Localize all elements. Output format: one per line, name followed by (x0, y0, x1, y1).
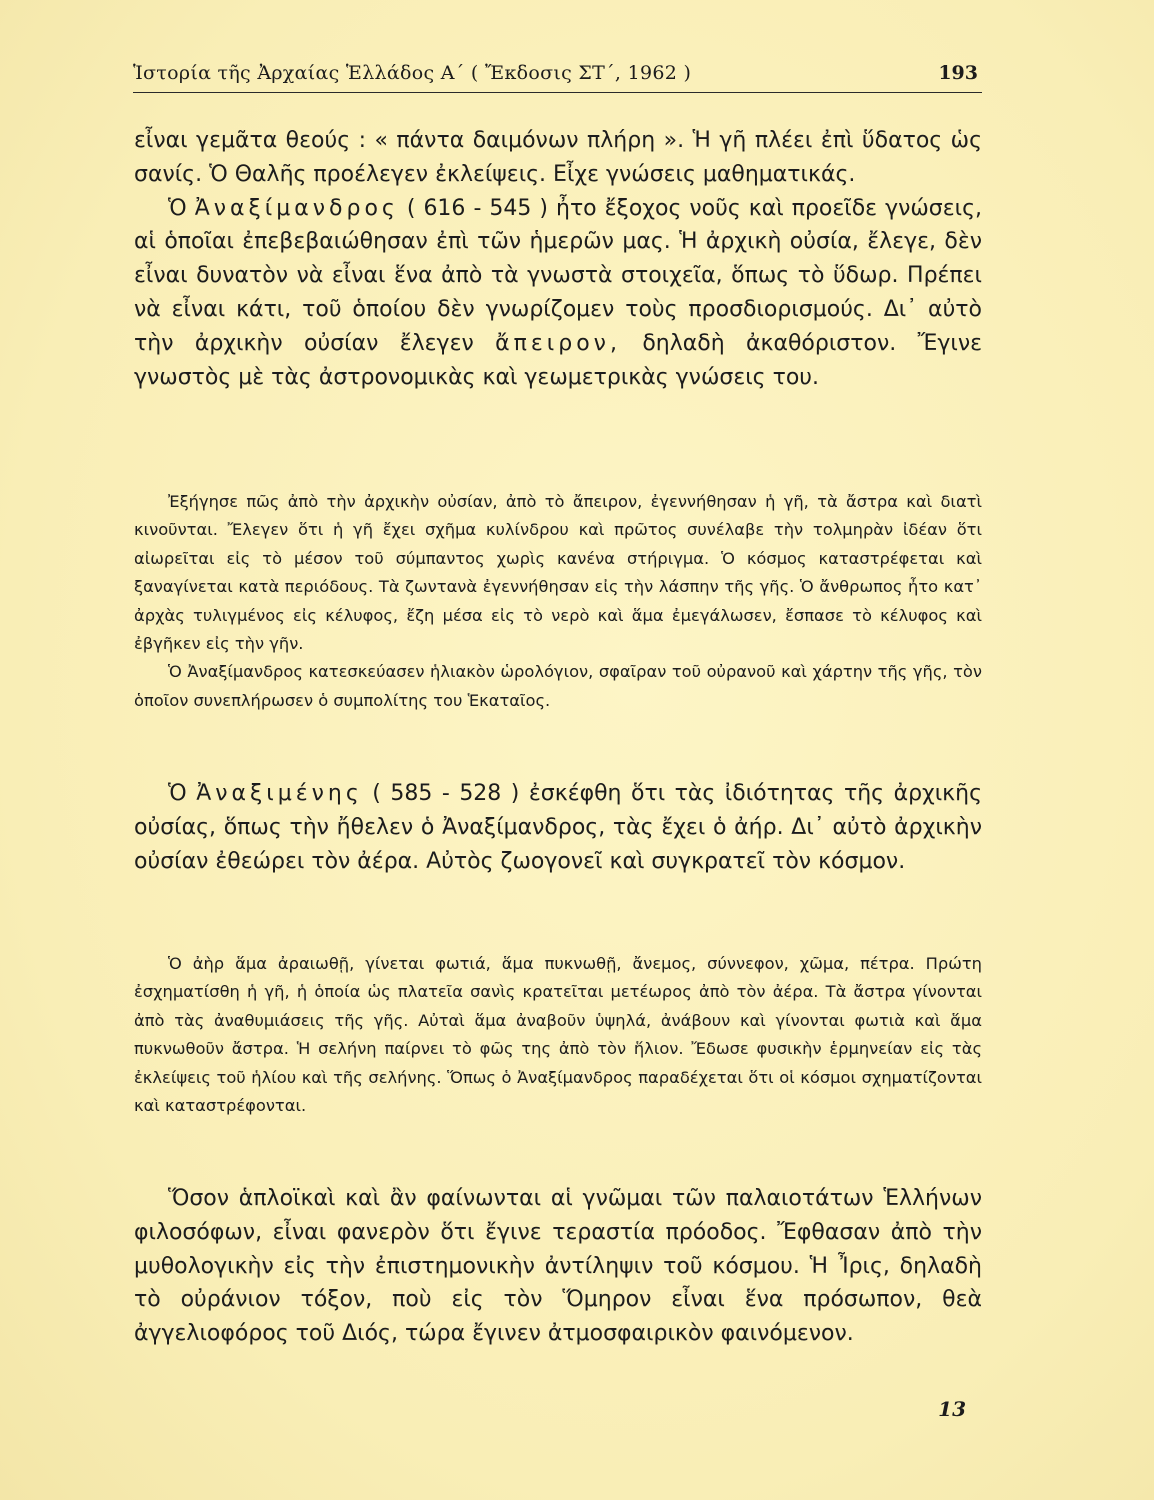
intro-continuation: εἶναι γεμᾶτα θεούς : « πάντα δαιμόνων πλήρη ». Ἡ γῆ πλέει ἐπὶ ὕδατος ὡς σανίς. Ὁ Θαλῆς προέλεγεν ἐκλείψεις. Εἶχε γνώσεις μαθηματικάς. (134, 128, 982, 187)
note-anaximander-p2: Ὁ Ἀναξίμανδρος κατεσκεύασεν ἡλιακὸν ὡρολόγιον, σφαῖραν τοῦ οὐρανοῦ καὶ χάρτην τῆς γῆς, τὸν ὁποῖον συνεπλήρωσεν ὁ συμπολίτης του Ἑκαταῖος. (134, 662, 982, 710)
anaximander-text: ( 616 - 545 ) ἦτο ἔξοχος νοῦς καὶ προεῖδε γνώσεις, αἱ ὁποῖαι ἐπεβεβαιώθησαν ἐπὶ τῶν ἡμερῶν μας. Ἡ ἀρχικὴ οὐσία, ἔλεγε, δὲν εἶναι δυνατὸν νὰ εἶναι ἕνα ἀπὸ τὰ γνωστὰ στοιχεῖα, ὅπως τὸ ὕδωρ. Πρέπει νὰ εἶναι κάτι, τοῦ ὁποίου δὲν γνωρίζομεν τοὺς προσδιορισμούς. Δι᾽ αὐτὸ τὴν ἀρχικὴν οὐσίαν ἔλεγεν (134, 195, 982, 356)
anaximander-paragraph (134, 192, 982, 395)
intro-section (134, 124, 982, 394)
anaximander-text-end: δηλαδὴ ἀκαθόριστον. Ἔγινε γνωστὸς μὲ τὰς ἀστρονομικὰς καὶ γεωμετρικὰς γνώσεις του. (134, 330, 983, 390)
anaximenes-paragraph (134, 777, 982, 878)
page-number: 193 (938, 62, 978, 84)
note-anaximenes (134, 950, 982, 1120)
note-anaximander (134, 488, 982, 715)
note-anaximander-p1: Ἐξήγησε πῶς ἀπὸ τὴν ἀρχικὴν οὐσίαν, ἀπὸ τὸ ἄπειρον, ἐγεννήθησαν ἡ γῆ, τὰ ἄστρα καὶ διατὶ κινοῦνται. Ἔλεγεν ὅτι ἡ γῆ ἔχει σχῆμα κυλίνδρου καὶ πρῶτος συνέλαβε τὴν τολμηρὰν ἰδέαν ὅτι αἰωρεῖται εἰς τὸ μέσον τοῦ σύμπαντος χωρὶς κανένα στήριγμα. Ὁ κόσμος καταστρέφεται καὶ ξαναγίνεται κατὰ περιόδους. Τὰ ζωντανὰ ἐγεννήθησαν εἰς τὴν λάσπην τῆς γῆς. Ὁ ἄνθρωπος ἦτο κατ᾽ ἀρχὰς τυλιγμένος εἰς κέλυφος, ἔζη μέσα εἰς τὸ νερὸ καὶ ἅμα ἐμεγάλωσεν, ἔσπασε τὸ κέλυφος καὶ ἐβγῆκεν εἰς τὴν γῆν. (134, 492, 982, 654)
anaximenes-section (134, 777, 982, 878)
note-anaximenes-p1: Ὁ ἀὴρ ἅμα ἀραιωθῇ, γίνεται φωτιά, ἅμα πυκνωθῇ, ἄνεμος, σύννεφον, χῶμα, πέτρα. Πρώτη ἐσχηματίσθη ἡ γῆ, ἡ ὁποία ὡς πλατεῖα σανὶς κρατεῖται μετέωρος ἀπὸ τὸν ἀέρα. Τὰ ἄστρα γίνονται ἀπὸ τὰς ἀναθυμιάσεις τῆς γῆς. Αὐταὶ ἅμα ἀναβοῦν ὑψηλά, ἀνάβουν καὶ γίνονται φωτιὰ καὶ ἅμα πυκνωθοῦν ἄστρα. Ἡ σελήνη παίρνει τὸ φῶς της ἀπὸ τὸν ἥλιον. Ἔδωσε φυσικὴν ἑρμηνείαν εἰς τὰς ἐκλείψεις τοῦ ἡλίου καὶ τῆς σελήνης. Ὅπως ὁ Ἀναξίμανδρος παραδέχεται ὅτι οἱ κόσμοι σχηματίζονται καὶ καταστρέφονται. (134, 954, 982, 1116)
conclusion-paragraph: Ὅσον ἁπλοϊκαὶ καὶ ἂν φαίνωνται αἱ γνῶμαι τῶν παλαιοτάτων Ἑλλήνων φιλοσόφων, εἶναι φανερὸν ὅτι ἔγινε τεραστία πρόοδος. Ἔφθασαν ἀπὸ τὴν μυθολογικὴν εἰς τὴν ἐπιστημονικὴν ἀντίληψιν τοῦ κόσμου. Ἡ Ἶρις, δηλαδὴ τὸ οὐράνιον τόξον, ποὺ εἰς τὸν Ὅμηρον εἶναι ἕνα πρόσωπον, θεὰ ἀγγελιοφόρος τοῦ Διός, τώρα ἔγινεν ἀτμοσφαιρικὸν φαινόμενον. (134, 1186, 982, 1347)
running-title: Ἱστορία τῆς Ἀρχαίας Ἑλλάδος Α΄ ( Ἔκδοσις ΣΤ΄, 1962 ) (133, 62, 692, 84)
running-header (133, 58, 982, 93)
conclusion-section (134, 1182, 982, 1351)
anaximenes-name: Ἀναξιμένης (196, 781, 363, 806)
anaximander-name: Ἀναξίμανδρος (194, 195, 399, 221)
paragraph-lead: Ὁ (168, 781, 187, 806)
apeiron-term: ἄπειρον, (495, 330, 621, 356)
signature-mark: 13 (938, 1397, 966, 1421)
paragraph-lead: Ὁ (168, 195, 187, 221)
anaximenes-text: ( 585 - 528 ) ἐσκέφθη ὅτι τὰς ἰδιότητας τῆς ἀρχικῆς οὐσίας, ὅπως τὴν ἤθελεν ὁ Ἀναξίμανδρος, τὰς ἔχει ὁ ἀήρ. Δι᾽ αὐτὸ ἀρχικὴν οὐσίαν ἐθεώρει τὸν ἀέρα. Αὐτὸς ζωογονεῖ καὶ συγκρατεῖ τὸν κόσμον. (134, 781, 983, 874)
